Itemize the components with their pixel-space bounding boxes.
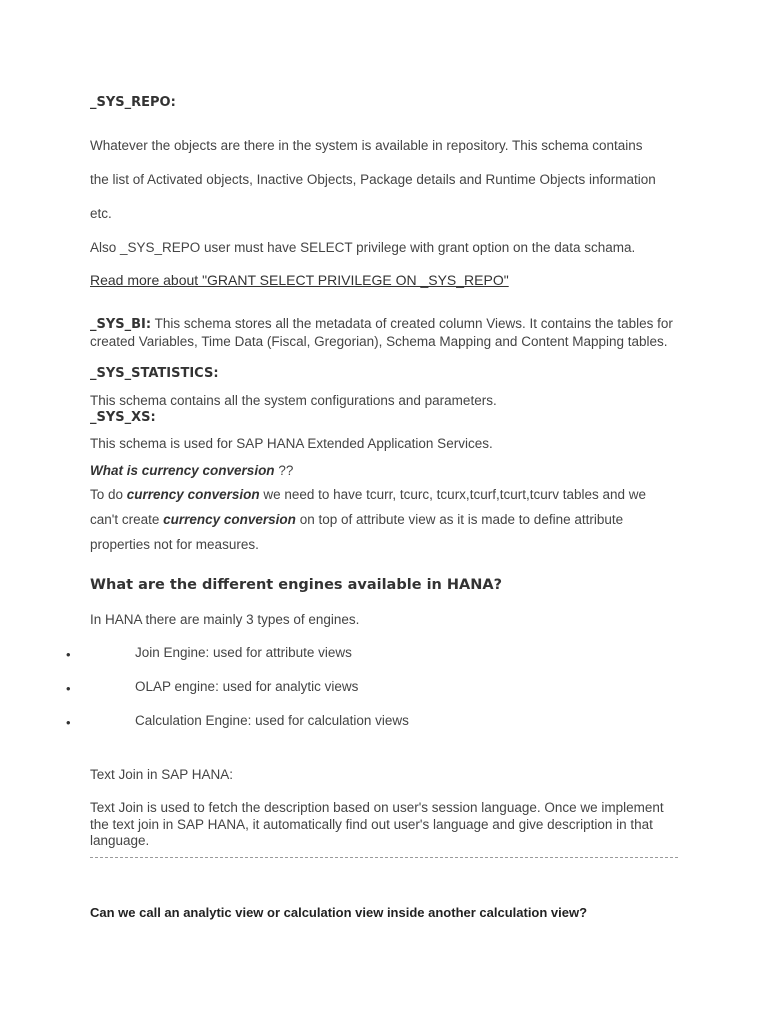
sys-xs-text: This schema is used for SAP HANA Extended Application Services. xyxy=(90,436,493,451)
sys-bi-paragraph xyxy=(90,316,680,350)
engines-heading: What are the different engines available in HANA? xyxy=(90,577,503,593)
engine-item-calculation: Calculation Engine: used for calculation views xyxy=(135,713,409,728)
bullet-icon: • xyxy=(66,715,71,730)
sys-bi-text: This schema stores all the metadata of created column Views. It contains the tables for created Variables, Time Data (Fiscal, Gregorian), Schema Mapping and Content Mapping tables. xyxy=(90,316,673,349)
bullet-icon: • xyxy=(66,681,71,696)
currency-line-3: properties not for measures. xyxy=(90,537,259,552)
currency-line-2 xyxy=(90,511,623,528)
currency-text-a: To do xyxy=(90,487,127,502)
currency-text-b: we need to have tcurr, tcurc, tcurx,tcurf,tcurt,tcurv tables and we xyxy=(259,487,647,502)
sys-repo-heading: _SYS_REPO: xyxy=(90,95,176,110)
sys-repo-line-2: the list of Activated objects, Inactive Objects, Package details and Runtime Objects information xyxy=(90,172,656,187)
currency-text-d: on top of attribute view as it is made to define attribute xyxy=(295,512,624,527)
sys-xs-heading: _SYS_XS: xyxy=(90,410,156,425)
sys-repo-line-3: etc. xyxy=(90,206,112,221)
currency-emphasis-2: currency conversion xyxy=(163,512,296,527)
engines-intro: In HANA there are mainly 3 types of engines. xyxy=(90,612,360,627)
sys-statistics-text: This schema contains all the system configurations and parameters. xyxy=(90,393,497,408)
engine-item-olap: OLAP engine: used for analytic views xyxy=(135,679,359,694)
sys-statistics-heading: _SYS_STATISTICS: xyxy=(90,366,219,381)
sys-bi-heading: _SYS_BI: xyxy=(90,317,152,332)
currency-question-tail: ?? xyxy=(274,463,294,478)
text-join-paragraph: Text Join is used to fetch the description based on user's session language. Once we implement the text join in SAP HANA, it automatically find out user's language and give description in that language. xyxy=(90,800,664,848)
currency-text-c: can't create xyxy=(90,512,164,527)
currency-line-1 xyxy=(90,486,646,503)
sys-repo-line-1: Whatever the objects are there in the system is available in repository. This schema contains xyxy=(90,138,643,153)
section-divider xyxy=(90,857,678,858)
currency-question xyxy=(90,462,293,479)
currency-question-emphasis: What is currency conversion xyxy=(90,463,275,478)
text-join-heading: Text Join in SAP HANA: xyxy=(90,767,234,782)
bullet-icon: • xyxy=(66,647,71,662)
final-question: Can we call an analytic view or calculation view inside another calculation view? xyxy=(90,905,588,920)
currency-emphasis-1: currency conversion xyxy=(126,487,260,502)
read-more-link[interactable]: Read more about "GRANT SELECT PRIVILEGE ON _SYS_REPO" xyxy=(90,272,509,288)
engine-item-join: Join Engine: used for attribute views xyxy=(135,645,352,660)
sys-repo-line-4: Also _SYS_REPO user must have SELECT privilege with grant option on the data schama. xyxy=(90,240,636,255)
